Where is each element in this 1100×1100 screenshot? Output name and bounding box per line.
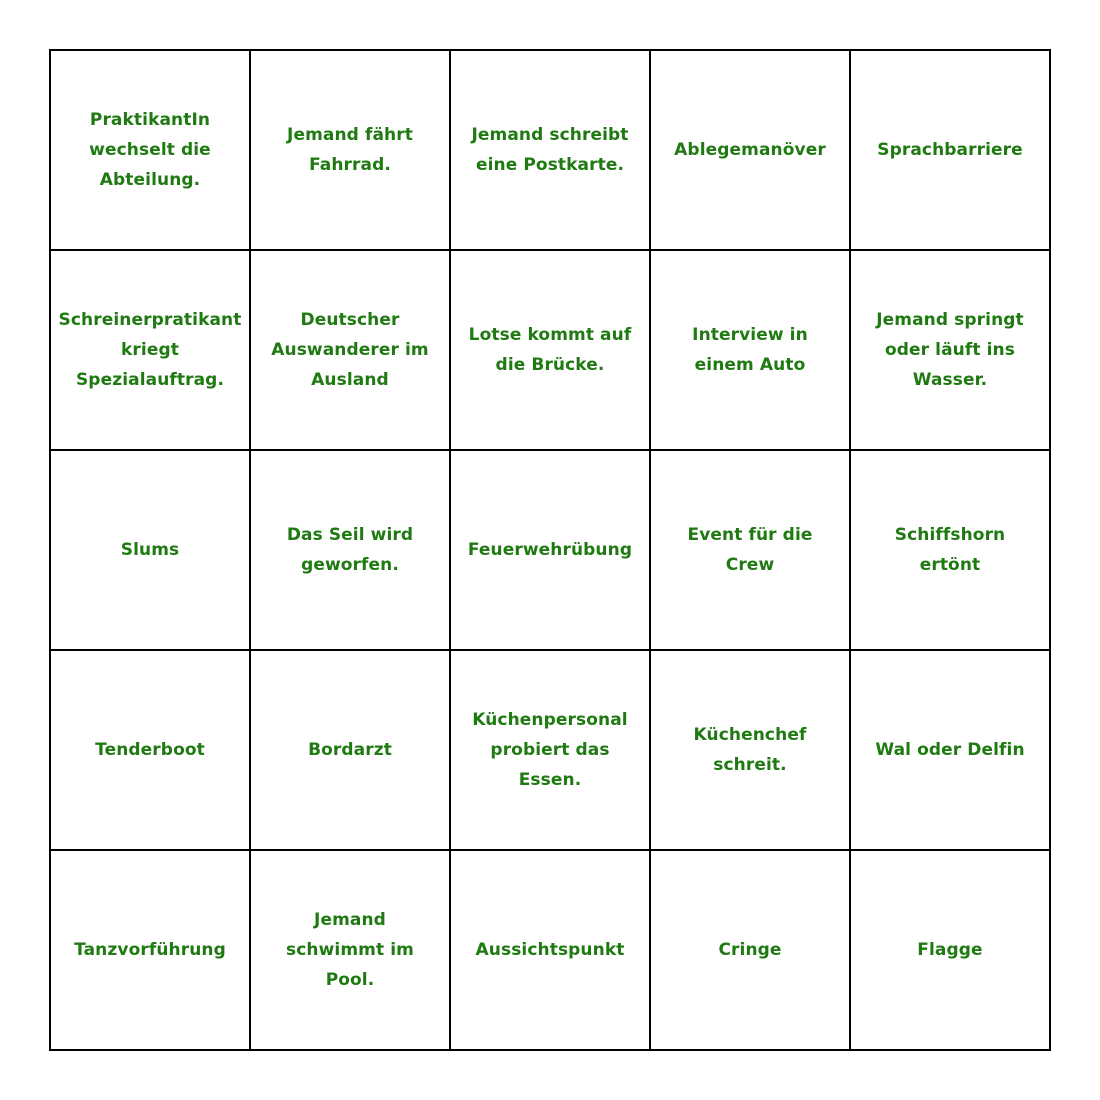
cell-label: Flagge (917, 940, 983, 960)
bingo-cell[interactable] (851, 851, 1051, 1051)
bingo-cell[interactable] (51, 251, 251, 451)
cell-label: Jemand schwimmt im Pool. (286, 910, 414, 990)
cell-label: Küchenchef schreit. (693, 725, 807, 775)
bingo-cell[interactable] (851, 51, 1051, 251)
bingo-cell[interactable] (451, 251, 651, 451)
bingo-cell[interactable] (651, 51, 851, 251)
cell-label: Interview in einem Auto (692, 325, 808, 375)
bingo-board (49, 49, 1051, 1051)
bingo-cell[interactable] (451, 51, 651, 251)
cell-label: Schreinerpratikant kriegt Spezialauftrag. (58, 310, 242, 390)
cell-label: Deutscher Auswanderer im Ausland (271, 310, 429, 390)
cell-label: Jemand springt oder läuft ins Wasser. (876, 310, 1024, 390)
cell-label: Aussichtspunkt (475, 940, 625, 960)
bingo-cell[interactable] (451, 651, 651, 851)
cell-label: Tenderboot (95, 740, 205, 760)
bingo-cell[interactable] (251, 251, 451, 451)
cell-label: Ablegemanöver (674, 140, 826, 160)
cell-label: Bordarzt (308, 740, 392, 760)
bingo-cell[interactable] (451, 851, 651, 1051)
cell-label: Slums (120, 540, 180, 560)
cell-label: Cringe (718, 940, 782, 960)
bingo-cell[interactable] (851, 251, 1051, 451)
cell-label: Jemand fährt Fahrrad. (287, 125, 413, 175)
bingo-cell[interactable] (51, 651, 251, 851)
cell-label: Jemand schreibt eine Postkarte. (471, 125, 629, 175)
cell-label: Event für die Crew (687, 525, 813, 575)
bingo-cell[interactable] (851, 451, 1051, 651)
cell-label: Feuerwehrübung (467, 540, 633, 560)
cell-label: Sprachbarriere (877, 140, 1023, 160)
bingo-cell[interactable] (851, 651, 1051, 851)
bingo-cell[interactable] (651, 651, 851, 851)
bingo-cell[interactable] (51, 851, 251, 1051)
cell-label: Küchenpersonal probiert das Essen. (472, 710, 628, 790)
bingo-cell[interactable] (451, 451, 651, 651)
bingo-cell[interactable] (251, 651, 451, 851)
cell-label: Schiffshorn ertönt (894, 525, 1006, 575)
bingo-cell[interactable] (251, 851, 451, 1051)
bingo-cell[interactable] (251, 51, 451, 251)
cell-label: Tanzvorführung (74, 940, 226, 960)
cell-label: Das Seil wird geworfen. (286, 525, 414, 575)
cell-label: Lotse kommt auf die Brücke. (468, 325, 632, 375)
bingo-cell[interactable] (651, 451, 851, 651)
bingo-cell[interactable] (251, 451, 451, 651)
bingo-cell[interactable] (51, 51, 251, 251)
bingo-cell[interactable] (51, 451, 251, 651)
cell-label: PraktikantIn wechselt die Abteilung. (89, 110, 211, 190)
cell-label: Wal oder Delfin (875, 740, 1025, 760)
bingo-cell[interactable] (651, 251, 851, 451)
bingo-cell[interactable] (651, 851, 851, 1051)
